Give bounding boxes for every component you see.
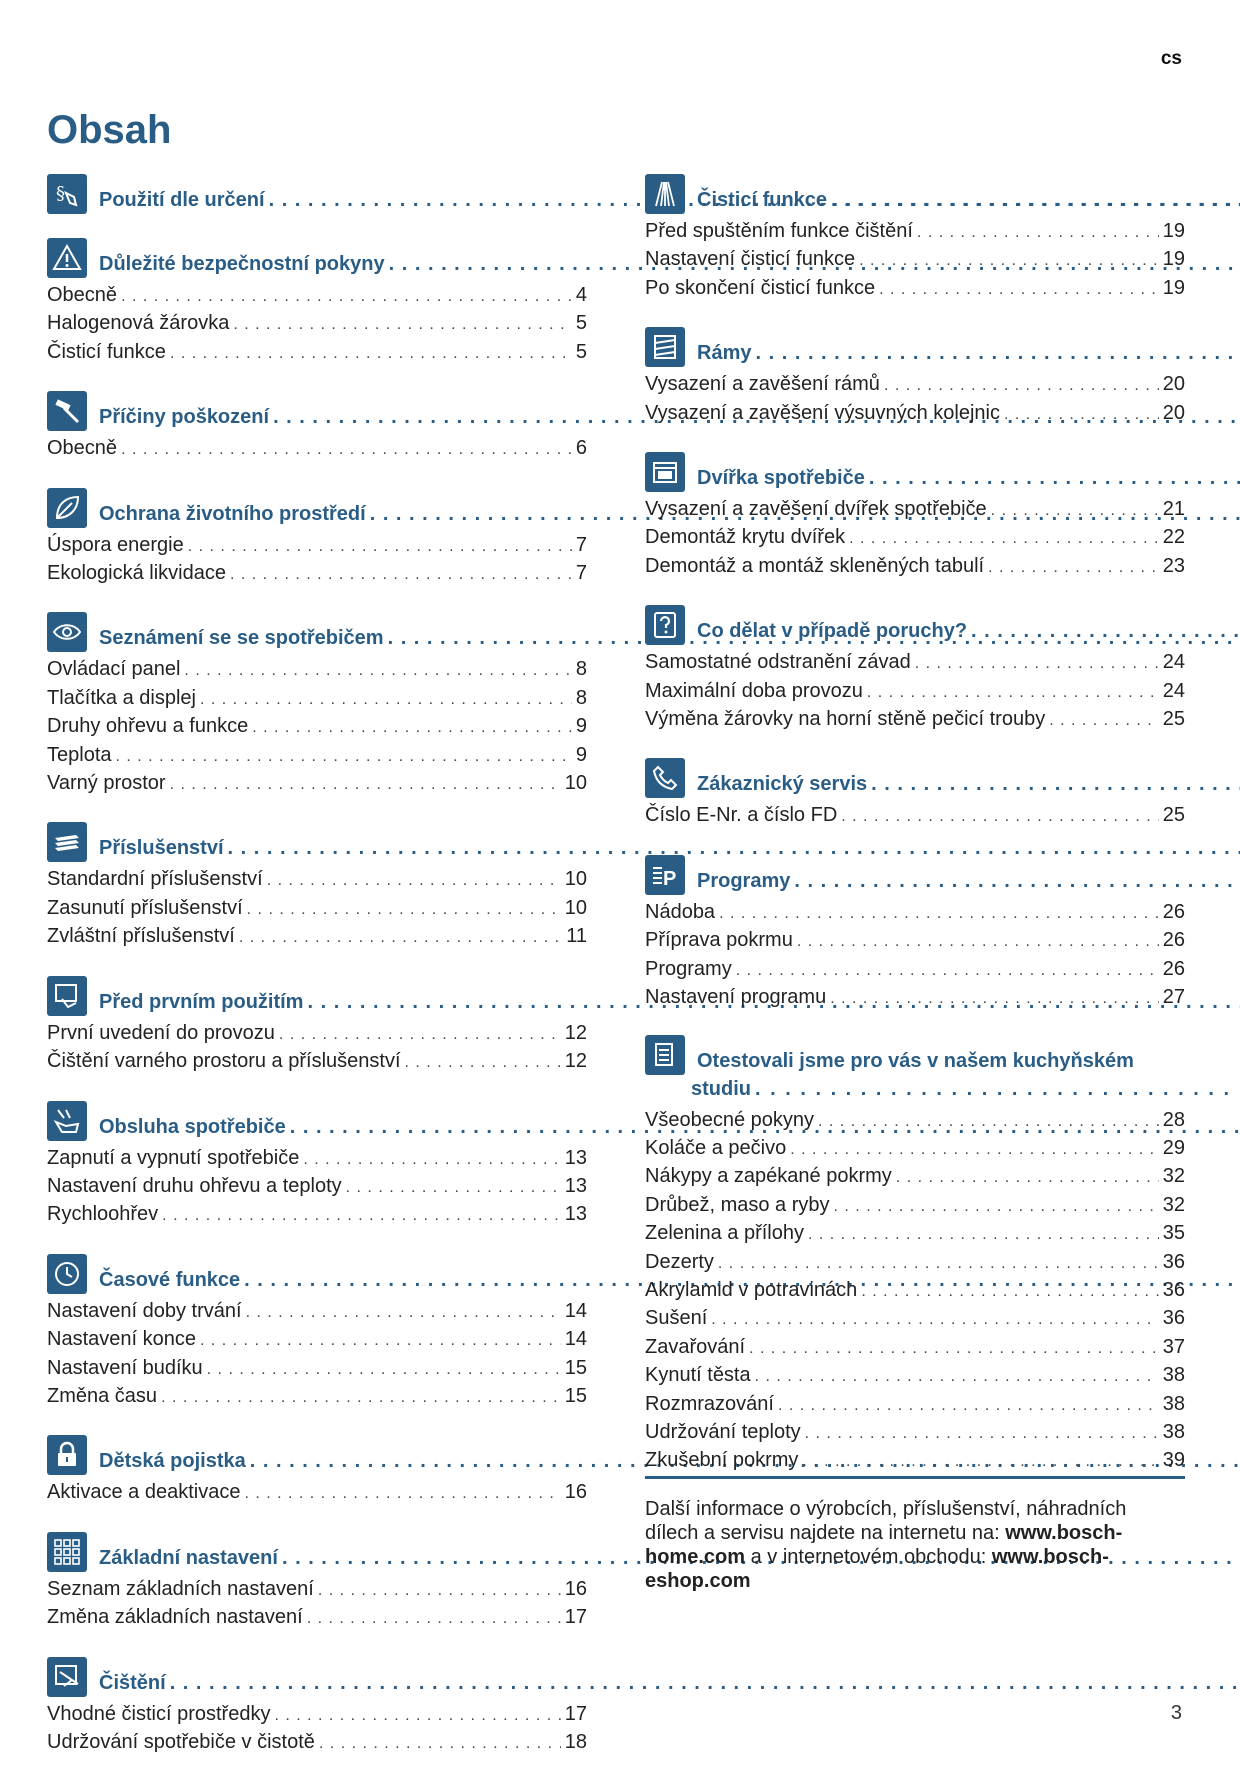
toc-entry[interactable] [47, 713, 587, 741]
toc-entry[interactable] [47, 282, 587, 310]
eye-icon [47, 612, 87, 652]
toc-entry-page: 7 [575, 562, 587, 585]
toc-entry-page: 38 [1162, 1364, 1185, 1387]
toc-entry-page: 9 [575, 715, 587, 738]
toc-entry-page: 19 [1162, 248, 1185, 271]
toc-entry[interactable] [47, 1383, 587, 1411]
rack-icon [645, 327, 685, 367]
toc-entry[interactable] [645, 956, 1185, 984]
toc-entry-label: Obecně [47, 284, 118, 306]
toc-entry-label: Udržování teploty [645, 1420, 801, 1443]
toc-section[interactable] [47, 1433, 587, 1507]
page-title: Obsah [47, 108, 172, 152]
toc-entry-label: Vysazení a zavěšení výsuvných kolejnic [645, 401, 1000, 424]
toc-entry-page: 16 [564, 1481, 587, 1504]
toc-entry-label: Aktivace a deaktivace [47, 1481, 241, 1504]
toc-entry-label: Tlačítka a displej [47, 686, 196, 709]
toc-entry[interactable] [47, 310, 587, 338]
toc-entry-label: Vysazení a zavěšení rámů [645, 373, 880, 396]
toc-entry-label: Ovládací panel [47, 658, 181, 681]
toc-entry[interactable] [47, 770, 587, 798]
toc-entry-page: 18 [564, 1730, 587, 1753]
toc-entry[interactable] [645, 706, 1185, 734]
toc-entry-label: Teplota [47, 743, 112, 766]
toc-entry-page: 20 [1162, 373, 1185, 396]
toc-entry-label: Ekologická likvidace [47, 562, 226, 585]
toc-section-title: Časové funkce [99, 1268, 241, 1291]
toc-entry-page: 26 [1162, 929, 1185, 952]
toc-section-title: Čištění [99, 1671, 166, 1694]
toc-entry[interactable] [47, 1173, 587, 1201]
toc-entry-page: 27 [1162, 986, 1185, 1009]
cleaning-hand-icon [47, 1657, 87, 1697]
toc-entry-label: Nastavení doby trvání [47, 1299, 242, 1322]
toc-entry-label: Před spuštěním funkce čištění [645, 220, 913, 242]
toc-section-title: Zákaznický servis [697, 773, 868, 796]
toc-entry-page: 25 [1162, 804, 1185, 827]
toc-entry-label: Akrylamid v potravinách [645, 1278, 858, 1301]
toc-section-title: Příčiny poškození [99, 406, 270, 429]
svg-text:§: § [56, 183, 65, 204]
toc-entry[interactable] [645, 649, 1185, 677]
toc-section[interactable] [645, 756, 1185, 830]
toc-section[interactable] [47, 1099, 587, 1230]
toc-entry-page: 26 [1162, 957, 1185, 980]
toc-entry-label: Udržování spotřebiče v čistotě [47, 1730, 315, 1753]
toc-entry[interactable] [47, 1701, 587, 1729]
toc-entry-page: 13 [564, 1203, 587, 1226]
toc-entry[interactable] [645, 246, 1185, 274]
bosch-eshop-link[interactable]: www.bosch-eshop.com [645, 1546, 1109, 1592]
toc-entry[interactable] [645, 496, 1185, 524]
toc-entry-page: 21 [1162, 498, 1185, 521]
toc-entry[interactable] [47, 1326, 587, 1354]
toc-entry-label: Halogenová žárovka [47, 312, 230, 335]
toc-section[interactable] [47, 820, 587, 951]
toc-entry[interactable] [47, 339, 587, 367]
toc-section-title: Obsluha spotřebiče [99, 1115, 286, 1138]
toc-section-tested[interactable] [645, 1035, 1185, 1476]
toc-entry[interactable] [47, 1355, 587, 1383]
toc-entry[interactable] [47, 923, 587, 951]
toc-entry-page: 10 [564, 868, 587, 891]
toc-entry-page: 6 [575, 437, 587, 460]
toc-section-title: Použití dle určení [99, 189, 265, 211]
toc-entry-label: Čisticí funkce [47, 340, 166, 363]
toc-entry-page: 20 [1162, 401, 1185, 424]
toc-entry-page: 23 [1162, 554, 1185, 577]
toc-entry-page: 8 [575, 686, 587, 709]
hammer-icon [47, 391, 87, 431]
bosch-home-link[interactable]: www.bosch-home.com [645, 1522, 1123, 1568]
toc-entry-label: Nastavení druhu ohřevu a teploty [47, 1174, 342, 1197]
toc-entry-label: Nastavení konce [47, 1328, 196, 1351]
toc-entry-page: 19 [1162, 220, 1185, 242]
toc-section[interactable] [47, 1530, 587, 1633]
toc-entry[interactable] [645, 400, 1185, 428]
toc-entry-label: Změna času [47, 1384, 158, 1407]
toc-entry-label: Koláče a pečivo [645, 1136, 787, 1159]
toc-entry-label: Zvláštní příslušenství [47, 925, 235, 948]
toc-entry[interactable] [645, 1419, 1185, 1447]
toc-entry-page: 17 [564, 1606, 587, 1629]
toc-section-title: Dětská pojistka [99, 1450, 246, 1473]
toc-entry-label: Nádoba [645, 900, 716, 923]
toc-entry-page: 8 [575, 658, 587, 681]
toc-entry[interactable] [645, 1305, 1185, 1333]
toc-section-title: Základní nastavení [99, 1546, 278, 1569]
toc-entry-label: Čištění varného prostoru a příslušenství [47, 1050, 401, 1073]
toc-entry-label: Nastavení budíku [47, 1356, 203, 1379]
toc-entry-label: Druhy ohřevu a funkce [47, 715, 249, 738]
toc-entry-label: Demontáž a montáž skleněných tabulí [645, 554, 985, 577]
toc-entry-page: 36 [1162, 1278, 1185, 1301]
toc-entry-page: 22 [1162, 526, 1185, 549]
toc-section-title: Seznámení se se spotřebičem [99, 627, 384, 650]
document-icon [645, 1035, 685, 1075]
toc-entry[interactable] [645, 678, 1185, 706]
clock-icon [47, 1254, 87, 1294]
toc-section[interactable] [47, 236, 587, 367]
toc-entry-label: Nastavení programu [645, 986, 827, 1009]
toc-entry-page: 14 [564, 1328, 587, 1351]
toc-entry-page: 9 [575, 743, 587, 766]
toc-entry-page: 15 [564, 1384, 587, 1407]
toc-entry-page: 13 [564, 1146, 587, 1169]
toc-entry-page: 28 [1162, 1108, 1185, 1131]
toc-entry-label: Varný prostor [47, 772, 166, 795]
paragraph-hand-icon [47, 174, 87, 214]
toc-entry-label: Rychloohřev [47, 1203, 159, 1226]
toc-entry-label: Číslo E-Nr. a číslo FD [645, 804, 838, 827]
toc-section-title: Ochrana životního prostředí [99, 502, 366, 525]
toc-entry-label: Drůbež, maso a ryby [645, 1193, 830, 1216]
toc-entry-page: 13 [564, 1174, 587, 1197]
book-hand-icon [47, 976, 87, 1016]
toc-entry-label: Zelenina a přílohy [645, 1222, 804, 1245]
toc-entry[interactable] [645, 553, 1185, 581]
toc-entry[interactable] [645, 1107, 1185, 1135]
toc-entry-label: Standardní příslušenství [47, 868, 263, 891]
toc-entry[interactable] [645, 1163, 1185, 1191]
leaf-icon [47, 488, 87, 528]
toc-entry[interactable] [645, 1334, 1185, 1362]
toc-entry[interactable] [47, 1576, 587, 1604]
toc-entry-page: 14 [564, 1299, 587, 1322]
toc-entry-page: 36 [1162, 1307, 1185, 1330]
toc-entry[interactable] [47, 656, 587, 684]
question-icon [645, 605, 685, 645]
toc-entry-label: Příprava pokrmu [645, 929, 793, 952]
toc-entry[interactable] [47, 1729, 587, 1757]
toc-entry-page: 17 [564, 1702, 587, 1725]
toc-entry[interactable] [645, 1135, 1185, 1163]
toc-entry-label: Rozmrazování [645, 1392, 774, 1415]
toc-entry-label: Změna základních nastavení [47, 1606, 303, 1629]
trays-icon [47, 822, 87, 862]
toc-entry-label: Nastavení čisticí funkce [645, 248, 856, 271]
toc-section[interactable] [47, 172, 587, 214]
toc-section-title: Rámy [697, 342, 752, 365]
toc-entry[interactable] [47, 1604, 587, 1632]
toc-entry[interactable] [645, 1249, 1185, 1277]
footer-divider [645, 1476, 1185, 1479]
hand-control-icon [47, 1101, 87, 1141]
toc-section-title-cont: studiu [691, 1077, 751, 1100]
toc-entry-label: Zapnutí a vypnutí spotřebiče [47, 1146, 300, 1169]
page-number: 3 [1170, 1702, 1182, 1724]
toc-entry[interactable] [47, 866, 587, 894]
toc-section-title: Čisticí funkce [697, 189, 828, 211]
toc-entry-label: Zasunutí příslušenství [47, 896, 243, 919]
toc-entry[interactable] [47, 1048, 587, 1076]
toc-entry-label: Výměna žárovky na horní stěně pečicí trouby [645, 708, 1046, 731]
toc-entry[interactable] [47, 1020, 587, 1048]
toc-section-title: Dvířka spotřebiče [697, 467, 865, 490]
toc-entry[interactable] [645, 899, 1185, 927]
toc-entry-label: Vhodné čisticí prostředky [47, 1702, 271, 1725]
toc-entry-page: 38 [1162, 1392, 1185, 1415]
toc-entry[interactable] [47, 685, 587, 713]
program-icon [645, 855, 685, 895]
toc-entry-label: Demontáž krytu dvířek [645, 526, 846, 549]
toc-section[interactable] [645, 325, 1185, 428]
toc-entry-label: Seznam základních nastavení [47, 1577, 314, 1600]
toc-entry-page: 10 [564, 896, 587, 919]
toc-entry-label: Kynutí těsta [645, 1364, 751, 1387]
toc-section[interactable] [47, 389, 587, 463]
toc-entry-page: 38 [1162, 1420, 1185, 1443]
toc-entry[interactable] [47, 1479, 587, 1507]
toc-entry-page: 15 [564, 1356, 587, 1379]
toc-section-title: Co dělat v případě poruchy? [697, 620, 968, 643]
toc-section[interactable] [645, 853, 1185, 1013]
toc-entry[interactable] [47, 532, 587, 560]
toc-entry-page: 16 [564, 1577, 587, 1600]
toc-entry-page: 37 [1162, 1335, 1185, 1358]
svg-text:P: P [663, 867, 677, 890]
toc-section[interactable] [47, 610, 587, 798]
toc-entry-page: 5 [575, 340, 587, 363]
toc-entry-page: 11 [566, 925, 587, 948]
toc-entry-page: 24 [1162, 651, 1185, 674]
toc-left-column [47, 172, 587, 1779]
toc-entry[interactable] [645, 524, 1185, 552]
toc-entry-label: Vysazení a zavěšení dvířek spotřebiče [645, 498, 987, 521]
toc-entry[interactable] [47, 895, 587, 923]
toc-entry-label: První uvedení do provozu [47, 1021, 275, 1044]
toc-entry[interactable] [47, 1201, 587, 1229]
toc-entry-page: 24 [1162, 679, 1185, 702]
toc-entry-page: 7 [575, 533, 587, 556]
toc-entry-page: 39 [1162, 1449, 1185, 1472]
toc-section[interactable] [47, 486, 587, 589]
toc-section-title: Důležité bezpečnostní pokyny [99, 253, 385, 275]
toc-section[interactable] [645, 603, 1185, 734]
toc-entry-label: Obecně [47, 437, 118, 460]
toc-entry[interactable] [645, 1277, 1185, 1305]
toc-entry-page: 12 [564, 1021, 587, 1044]
toc-entry-label: Maximální doba provozu [645, 679, 863, 702]
toc-entry[interactable] [645, 984, 1185, 1012]
toc-section[interactable] [645, 450, 1185, 581]
toc-entry-label: Všeobecné pokyny [645, 1108, 815, 1131]
toc-entry-page: 25 [1162, 708, 1185, 731]
toc-entry-label: Nákypy a zapékané pokrmy [645, 1165, 892, 1188]
toc-entry[interactable] [645, 802, 1185, 830]
toc-entry[interactable] [47, 742, 587, 770]
language-code: cs [1160, 48, 1182, 69]
lock-icon [47, 1435, 87, 1475]
toc-entry-page: 29 [1162, 1136, 1185, 1159]
toc-section[interactable] [47, 974, 587, 1077]
toc-right-column [645, 172, 1185, 1498]
toc-entry[interactable] [645, 371, 1185, 399]
toc-entry-label: Dezerty [645, 1250, 714, 1273]
toc-entry[interactable] [645, 927, 1185, 955]
toc-entry-label: Sušení [645, 1307, 708, 1330]
toc-section-title: Otestovali jsme pro vás v našem kuchyňském [697, 1049, 1134, 1072]
toc-entry-label: Úspora energie [47, 533, 184, 556]
warning-triangle-icon [47, 238, 87, 278]
toc-entry[interactable] [47, 560, 587, 588]
toc-entry[interactable] [47, 1145, 587, 1173]
toc-entry-page: 10 [564, 772, 587, 795]
toc-entry[interactable] [645, 1391, 1185, 1419]
toc-entry-page: 36 [1162, 1250, 1185, 1273]
toc-entry[interactable] [645, 275, 1185, 303]
toc-entry-page: 32 [1162, 1165, 1185, 1188]
toc-entry-label: Samostatné odstranění závad [645, 651, 911, 674]
toc-section-title: Programy [697, 869, 791, 892]
toc-entry-page: 35 [1162, 1222, 1185, 1245]
toc-entry[interactable] [47, 1298, 587, 1326]
oven-door-icon [645, 452, 685, 492]
toc-entry[interactable] [645, 1220, 1185, 1248]
grid-icon [47, 1532, 87, 1572]
toc-entry[interactable] [645, 1362, 1185, 1390]
toc-entry-page: 12 [564, 1050, 587, 1073]
toc-entry-page: 4 [575, 284, 587, 306]
toc-entry-page: 19 [1162, 276, 1185, 299]
toc-entry-label: Zkušební pokrmy [645, 1449, 799, 1472]
toc-entry-label: Programy [645, 957, 732, 980]
toc-section[interactable] [47, 1655, 587, 1758]
toc-entry-page: 26 [1162, 900, 1185, 923]
toc-entry[interactable] [645, 218, 1185, 246]
toc-entry[interactable] [645, 1192, 1185, 1220]
toc-section[interactable] [645, 172, 1185, 303]
toc-entry[interactable] [47, 435, 587, 463]
toc-section-title: Příslušenství [99, 837, 224, 860]
cleaning-function-icon [645, 174, 685, 214]
toc-entry-page: 5 [575, 312, 587, 335]
toc-entry[interactable] [645, 1447, 1185, 1475]
toc-section[interactable] [47, 1252, 587, 1412]
toc-section-title: Před prvním použitím [99, 990, 304, 1013]
footer-info: Další informace o výrobcích, příslušenství, náhradních dílech a servisu najdete na internetu na: www.bosch-home.com a v internetovém obchodu: www.bosch-eshop.com [645, 1498, 1127, 1592]
toc-entry-page: 32 [1162, 1193, 1185, 1216]
phone-icon [645, 758, 685, 798]
toc-entry-label: Zavařování [645, 1335, 746, 1358]
toc-entry-label: Po skončení čisticí funkce [645, 276, 876, 299]
